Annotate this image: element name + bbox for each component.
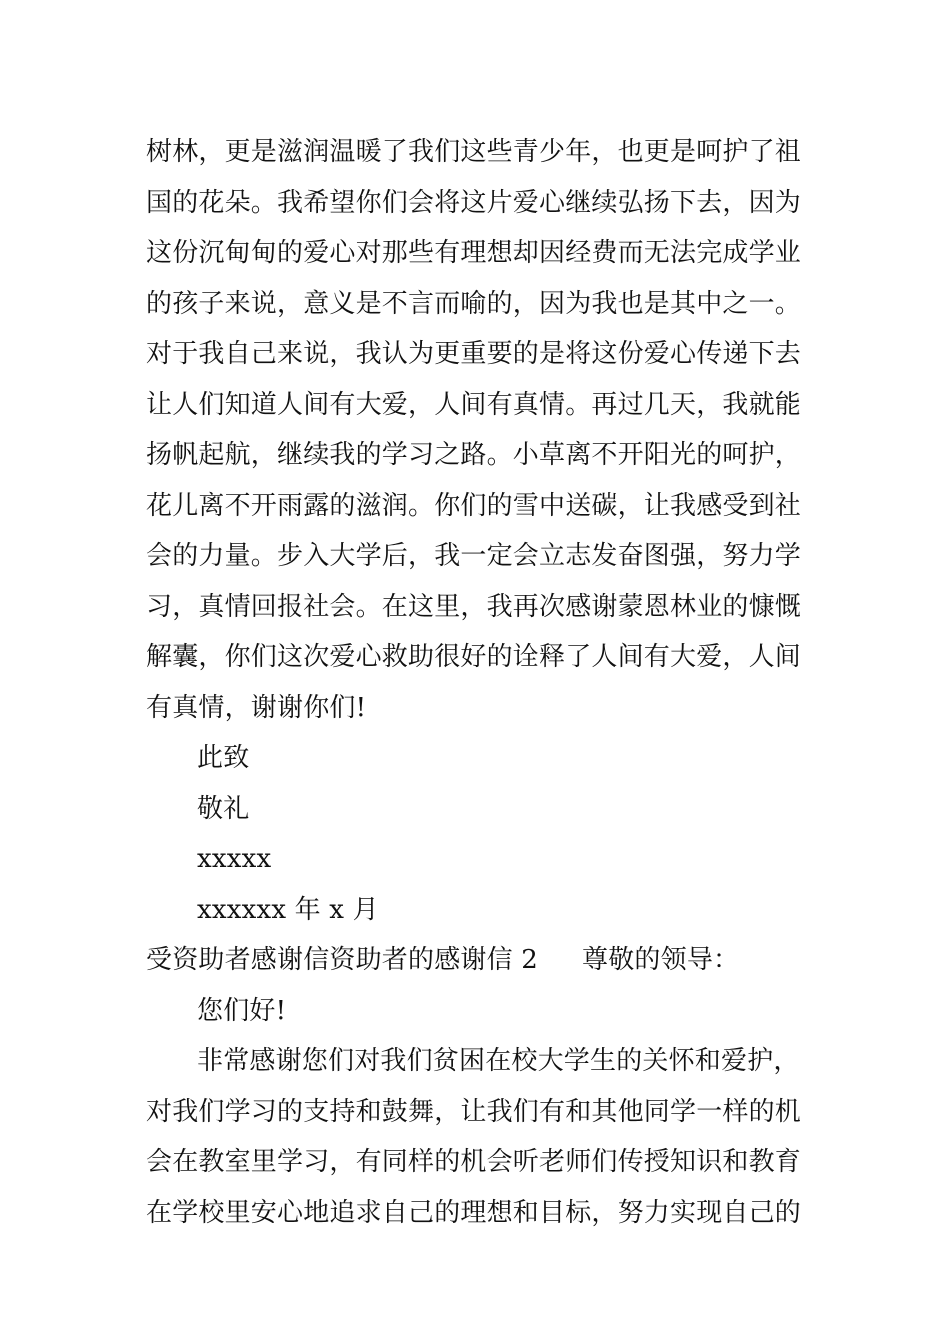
paragraph-line: 让人们知道人间有大爱，人间有真情。再过几天，我就能 [146,390,802,420]
letter2-title: 受资助者感谢信资助者的感谢信 2 [146,945,539,975]
paragraph-line: 国的花朵。我希望你们会将这片爱心继续弘扬下去，因为 [146,188,802,218]
paragraph-line: 习，真情回报社会。在这里，我再次感谢蒙恩林业的慷慨 [146,592,802,622]
letter2-paragraph-line: 会在教室里学习，有同样的机会听老师们传授知识和教育 [146,1147,802,1177]
closing-salutation-1: 此致 [197,743,250,773]
paragraph-line: 扬帆起航，继续我的学习之路。小草离不开阳光的呵护， [146,440,802,470]
signature-date: xxxxxx 年 x 月 [197,895,379,925]
letter2-greeting-to: 尊敬的领导： [582,945,740,975]
closing-salutation-2: 敬礼 [197,794,250,824]
signature: xxxxx [197,844,272,874]
paragraph-line: 解囊，你们这次爱心救助很好的诠释了人间有大爱，人间 [146,642,802,672]
letter2-heading [146,943,816,977]
paragraph-line: 花儿离不开雨露的滋润。你们的雪中送碳，让我感受到社 [146,491,802,521]
letter2-paragraph-line: 在学校里安心地追求自己的理想和目标，努力实现自己的 [146,1198,802,1228]
paragraph-line: 有真情，谢谢你们! [146,693,367,723]
letter2-paragraph-line: 非常感谢您们对我们贫困在校大学生的关怀和爱护， [197,1046,800,1076]
paragraph-line: 会的力量。步入大学后，我一定会立志发奋图强，努力学 [146,541,802,571]
paragraph-line: 这份沉甸甸的爱心对那些有理想却因经费而无法完成学业 [146,238,802,268]
letter2-greeting: 您们好! [197,996,287,1026]
paragraph-line: 对于我自己来说，我认为更重要的是将这份爱心传递下去 [146,339,802,369]
paragraph-line: 树林，更是滋润温暖了我们这些青少年，也更是呵护了祖 [146,137,802,167]
letter2-paragraph-line: 对我们学习的支持和鼓舞，让我们有和其他同学一样的机 [146,1097,802,1127]
paragraph-line: 的孩子来说，意义是不言而喻的，因为我也是其中之一。 [146,289,802,319]
